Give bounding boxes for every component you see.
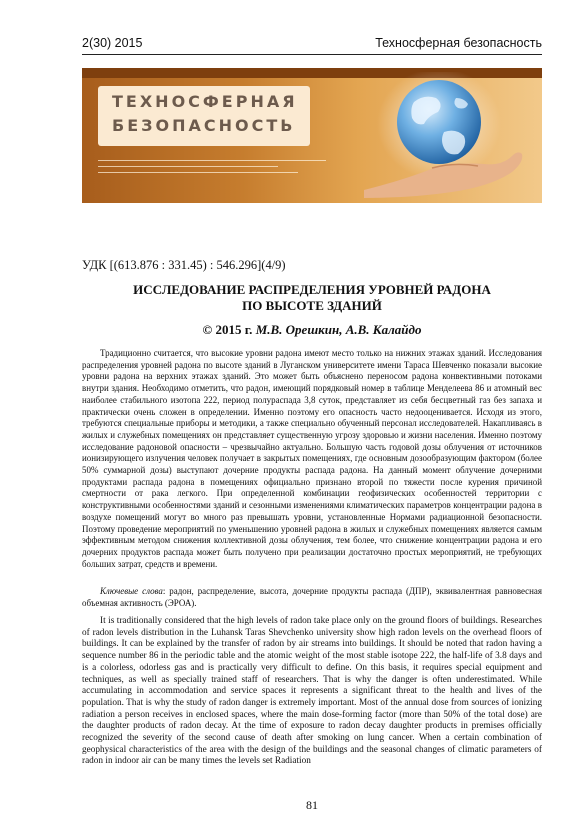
header-divider (82, 54, 542, 55)
keywords-list: : радон, распределение, высота, дочерние продукты распада (ДПР), эквивалентная равновесная объемная активность (ЭРОА). (82, 586, 543, 608)
journal-banner (82, 68, 542, 203)
article-title (82, 282, 542, 314)
copyright-year: © 2015 г. (202, 322, 253, 337)
keywords-paragraph (82, 586, 542, 609)
abstract-russian: Традиционно считается, что высокие уровни радона имеют место только на нижних этажах зданий. Исследования распределения уровней радона по высоте зданий в Луганском университете имени Тараса Шевченко показали высокие уровни радона на верхних этажах зданий. Это может быть объяснено переносом радона конвективными потоками внутри здания. Необходимо отметить, что радон, имеющий порядковый номер в таблице Менделеева 86 и атомный вес наиболее стабильного изотопа 222, период полураспада 3,8 суток, представляет из себя бесцветный газ без запаха и практически очень сложен в определении. Именно поэтому его опасность часто недооценивается. Исходя из этого, требуются специальные приборы и методики, а также специально обученный персонал исследователей. Накапливаясь в жилых и служебных помещениях он представляет существенную угрозу здоровью и жизни населения. Именно поэтому исследование радоновой опасности – чрезвычайно актуально. Большую часть годовой дозы облучения от источников ионизирующего излучения человек получает в закрытых помещениях, где основным дозообразующим фактором (более 50% суммарной дозы) выступают дочерние продукты распада радона. На данный момент облучение дочерними продуктами распада радона в помещениях официально признано второй по тяжести после курения причиной смертности от рака легкого. При определенной комбинации геофизических особенностей территории с конструктивными особенностями зданий и сезонными изменениями климатических параметров концентрации радона в воздухе помещений могут во много раз превышать уровни, установленные Нормами радиационной безопасности. Поэтому проведение мероприятий по уменьшению уровней радона в жилых и служебных помещениях является самым эффективным методом снижения коллективной дозы облучения, тем более, что снижение концентрации радона и его дочерних продуктов распада может быть получено при реализации достаточно простых мероприятий, не требующих больших затрат, средств и времени. (82, 348, 542, 569)
banner-title-line1: ТЕХНОСФЕРНАЯ (112, 92, 298, 111)
banner-deco-line (98, 172, 298, 173)
hand-globe-icon (344, 72, 534, 202)
udk-code: УДК [(613.876 : 331.45) : 546.296](4/9) (82, 258, 286, 272)
article-authors (82, 322, 542, 338)
journal-name: Техносферная безопасность (375, 36, 542, 50)
article-title-line2: ПО ВЫСОТЕ ЗДАНИЙ (242, 298, 382, 313)
abstract-english: It is traditionally considered that the high levels of radon take place only on the ground floors of buildings. Researches of radon levels distribution in the Luhansk Taras Shevchenko university show high radon levels on the overhead floors of buildings. It can be explained by the transfer of radon by air streams into buildings. It should be noted that radon having a sequence number 86 in the periodic table and the atomic weight of the most stable isotope 222, the half-life of 3.8 days and is a colorless, odorless gas and is practically very difficult to define. On this basis, it requires special equipment and techniques, as well as specially trained staff of researchers. That is why the danger is often underestimated. While accumulating in accommodation and service spaces it represents a significant threat to the health and lives of the population. That is why the study of radon danger is extremely important. Most of the annual dose from sources of ionizing radiation a person receives in enclosed spaces, where the main dose-forming factor (more than 50% of the total dose) are the daughter products of radon decay. At the time of exposure to radon decay daughter products in premises officially recognized the severity of the second cause of death after smoking on lung cancer. When a certain combination of geophysical characteristics of the area with the design of the buildings and the seasonal changes of climatic parameters of radon in indoor air can be many times the levels set Radiation (82, 616, 542, 767)
article-title-line1: ИССЛЕДОВАНИЕ РАСПРЕДЕЛЕНИЯ УРОВНЕЙ РАДОНА (133, 282, 491, 297)
running-header (82, 34, 542, 52)
banner-deco-line (98, 160, 326, 161)
banner-deco-line (98, 166, 278, 167)
issue-number: 2(30) 2015 (82, 36, 143, 50)
author-names: М.В. Орешкин, А.В. Калайдо (255, 322, 422, 337)
page-number: 81 (306, 798, 318, 812)
banner-title-line2: БЕЗОПАСНОСТЬ (112, 116, 296, 135)
keywords-label: Ключевые слова (100, 586, 163, 596)
